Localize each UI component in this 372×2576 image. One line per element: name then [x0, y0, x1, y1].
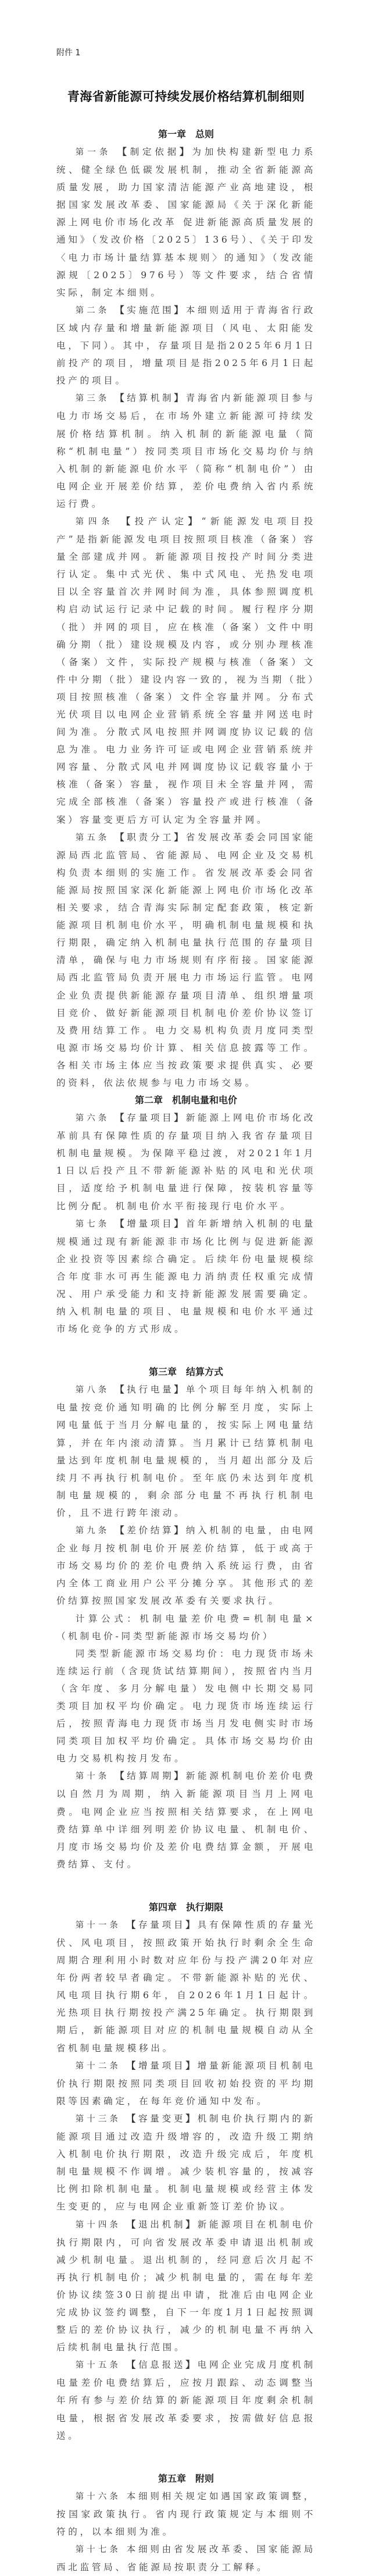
article-4	[56, 513, 316, 829]
article-keyword: 【投产认定】	[121, 515, 202, 527]
chapter-number: 第一章	[158, 129, 186, 140]
article-text: “新能源发电项目投产”是指新能源发电项目按照项目核准（备案）容量全部建成并网。新能源项目按投产时间分类进行认定。集中式光伏、集中式风电、光热发电项目以全容量首次并网时间为准，具体参照调度机构启动试运行记录中记载的时间。履行程序分期（批）并网的项目，应在核准（备案）文件中明确分期（批）建设规模及内容，或分别办理核准（备案）文件，实际投产规模与核准（备案）文件中分期（批）建设内容一致的，视为当期（批）项目按照核准（备案）文件全容量并网。分布式光伏项目以电网企业营销系统全容量并网送电时间为准。分散式风电按照并网调度协议记载的信息为准。电力业务许可证或电网企业营销系统并网容量、分散式风电并网调度协议记载容量小于核准（备案）容量，视作项目未全容量并网，需完成全部核准（备案）容量投产或进行核准（备案）容量变更后方可认定为全容量并网。	[56, 516, 316, 825]
article-keyword: 【制定依据】	[117, 146, 192, 157]
article-7	[56, 1215, 316, 1338]
article-17	[56, 2541, 316, 2576]
chapter-name: 总则	[195, 129, 214, 140]
article-14	[56, 2216, 316, 2357]
article-number: 第五条	[75, 833, 110, 843]
article-text: 纳入机制的电量，由电网企业每月按机制电价开展差价结算，低于或高于市场交易均价的差价电费纳入系统运行费，由省内全体工商业用户公平分摊分享。其他形式的差价结算按照国家发展改革委有关要求执行。	[56, 1525, 316, 1607]
article-2	[56, 301, 316, 389]
article-text: 单个项目每年纳入机制的电量按竞价通知明确的比例分解至月度，实际上网电量低于当月分解电量的，按实际上网电量结算，并在年内滚动清算。当月累计已结算机制电量达到年度机制电量规模的，当月超出部分及后续月不再执行机制电价。至年底仍未达到年度机制电量规模的，剩余部分电量不再执行机制电价，且不进行跨年滚动。	[56, 1384, 316, 1518]
article-keyword: 【结算周期】	[115, 1770, 186, 1782]
article-number: 第十五条	[75, 2361, 121, 2371]
article-15	[56, 2356, 316, 2444]
article-keyword: 【增量项目】	[126, 2059, 198, 2071]
article-13	[56, 2110, 316, 2216]
article-11	[56, 1916, 316, 2057]
document-title: 青海省新能源可持续发展价格结算机制细则	[67, 89, 305, 104]
article-text: 首年新增纳入机制的电量规模通过现有新能源非市场化比例与促进新能源企业投资等因素综合确定。后续年份电量规模综合年度非水可再生能源电力消纳责任权重完成情况、用户承受能力和支持新能源发展需要确定。纳入机制电量的项目、电量规模和电价水平通过市场化竞争的方式形成。	[56, 1218, 316, 1335]
article-keyword: 【容量变更】	[126, 2112, 198, 2124]
chapter-name: 结算方式	[186, 1366, 224, 1378]
chapter-1-heading	[56, 126, 316, 143]
article-6	[56, 1109, 316, 1215]
article-16	[56, 2488, 316, 2541]
article-number: 第三条	[75, 394, 110, 404]
article-1	[56, 143, 316, 301]
article-5	[56, 829, 316, 1092]
article-text: 新能源项目在机制电价执行期限内，可向省发展改革委申请退出机制或减少机制电量。退出机制的，经同意后次月起不再执行机制电价；减少机制电量的，需在每年差价协议续签30日前提出申请，批准后由电网企业完成协议签约调整，自下一年度1月1日起按照调整后的差价协议执行，减少的机制电量不再纳入后续机制电量执行范围。	[56, 2219, 316, 2353]
article-keyword: 【退出机制】	[126, 2218, 198, 2230]
article-number: 第八条	[75, 1385, 110, 1395]
article-number: 第四条	[75, 517, 115, 527]
article-number: 第十三条	[75, 2114, 121, 2124]
article-number: 第十二条	[75, 2061, 121, 2071]
article-keyword: 【实施范围】	[115, 304, 186, 315]
chapter-number: 第三章	[148, 1366, 177, 1378]
average-price-text: 同类型新能源市场交易均价：电力现货市场未连续运行前（含现货试结算期间），按照省内当月（含年度、多月分解电量）发电侧中长期交易同类项目加权平均价确定。电力现货市场连续运行后，按照青海电力现货市场当月发电侧实时市场同类项目加权平均价确定。具体市场交易均价由电力交易机构按月发布。	[56, 1648, 316, 1764]
chapter-5-heading	[56, 2470, 316, 2488]
article-text: 青海省内新能源项目参与电力市场交易后，在市场外建立新能源可持续发展价格结算机制。纳入机制的新能源电量（简称“机制电量”）按同类项目市场化交易均价与纳入机制的新能源电价水平（简称“机制电价”）由电网企业开展差价结算，差价电费纳入省内系统运行费。	[56, 393, 316, 509]
article-text: 具有保障性质的存量光伏、风电项目，按照政策开始执行时剩余全生命周期合理利用小时数对应年份与投产满20年对应年份两者较早者确定。不带新能源补贴的光伏、风电项目执行期6年，自2026年1月1日起计。光热项目执行期按投产满25年确定。执行期限到期后，新能源项目对应的机制电量规模自动从全省机制电量规模移出。	[56, 1919, 316, 2053]
chapter-name: 机制电量和电价	[172, 1095, 238, 1106]
article-text: 本细则由省发展改革委、国家能源局西北监管局、省能源局按职责分工解释。	[56, 2544, 316, 2573]
chapter-number: 第二章	[134, 1095, 163, 1106]
article-keyword: 【信息报送】	[126, 2359, 198, 2371]
article-keyword: 【存量项目】	[115, 1112, 186, 1124]
formula-text: 计算公式：机制电量差价电费=机制电量×（机制电价-同类型新能源市场交易均价）	[56, 1613, 316, 1641]
chapter-number: 第四章	[148, 1901, 177, 1913]
article-12	[56, 2057, 316, 2110]
article-9	[56, 1522, 316, 1609]
average-price-paragraph	[56, 1645, 316, 1768]
article-3	[56, 389, 316, 513]
article-text: 省发展改革委会同国家能源局西北监管局、省能源局、电网企业及交易机构负责本细则的实施工作。省发展改革委会同省能源局按照国家深化新能源上网电价市场化改革相关要求，结合青海实际制定配套政策，核定新能源项目机制电价水平，明确机制电量规模和执行期限，确定纳入机制电量执行范围的存量项目清单，确保与电力市场规则有序衔接。国家能源局西北监管局负责开展电力市场运行监管。电网企业负责提供新能源存量项目清单、组织增量项目竞价、做好新能源项目机制电价差价协议签订及费用结算工作。电力交易机构负责月度同类型电源市场交易均价计算、相关信息披露等工作。各相关市场主体应当按政策要求提供真实、必要的资料，依法依规参与电力市场交易。	[56, 832, 316, 1088]
article-number: 第二条	[75, 305, 110, 315]
article-keyword: 【职责分工】	[115, 831, 186, 843]
chapter-4-heading	[56, 1899, 316, 1916]
article-number: 第十四条	[75, 2220, 121, 2230]
article-text: 为加快构建新型电力系统、健全绿色低碳发展机制，推动全省新能源高质量发展，助力国家清洁能源产业高地建设，根据国家发展改革委、国家能源局《关于深化新能源上网电价市场化改革 促进新能源高质量发展的通知》（发改价格〔2025〕136号）、《关于印发〈电力市场计量结算基本规则〉的通知》（发改能源规〔2025〕976号）等文件要求，结合省情实际，制定本细则。	[56, 147, 316, 298]
article-text: 本细则相关规定如遇国家政策调整，按国家政策执行。省内现行政策规定与本细则不符的，以本细则为准。	[56, 2490, 316, 2537]
chapter-name: 执行期限	[186, 1901, 224, 1913]
article-text: 新能源上网电价市场化改革前具有保障性质的存量项目纳入我省存量项目机制电量规模。为保障平稳过渡，对2021年1月1日以后投产且不带新能源补贴的风电和光伏项目，适度给予机制电量进行保障，按装机容量等比例分配。机制电价水平衔接现行电价水平。	[56, 1113, 316, 1211]
article-keyword: 【执行电量】	[115, 1384, 186, 1395]
chapter-3-heading	[56, 1363, 316, 1381]
article-keyword: 【结算机制】	[115, 392, 186, 404]
article-number: 第六条	[75, 1114, 110, 1124]
article-keyword: 【差价结算】	[115, 1525, 186, 1536]
article-text: 增量新能源项目机制电价执行期限按照同类项目回收初始投资的平均期限等因素确定，在每年竞价通知中发布。	[56, 2060, 316, 2106]
article-number: 第十七条	[75, 2545, 121, 2554]
chapter-number: 第五章	[158, 2472, 186, 2484]
article-text: 新能源机制电价差价电费以自然月为周期，纳入新能源项目当月上网电费。电网企业应当按照相关结算要求，在上网电费结算单中详细列明差价协议电量、机制电价、月度市场交易均价及差价电费结算金额，开展电费结算、支付。	[56, 1771, 316, 1870]
annex-label: 附件 1	[56, 48, 81, 58]
article-keyword: 【增量项目】	[115, 1217, 186, 1229]
article-number: 第一条	[75, 148, 112, 157]
article-8	[56, 1381, 316, 1522]
chapter-name: 附则	[195, 2472, 214, 2484]
article-number: 第十条	[75, 1772, 110, 1782]
article-number: 第十六条	[75, 2492, 121, 2502]
chapter-2-heading	[56, 1092, 316, 1109]
article-number: 第七条	[75, 1219, 110, 1229]
article-text: 电网企业完成月度机制电量差价电费结算后，应按月跟踪、动态调整当年所有参与差价结算的新能源项目年度剩余机制电量，根据省发展改革委要求，按需做好信息报送。	[56, 2360, 316, 2441]
article-text: 本细则适用于青海省行政区域内存量和增量新能源项目（风电、太阳能发电，下同）。其中，存量项目是指2025年6月1日前投产的项目，增量项目是指2025年6月1日起投产的项目。	[56, 304, 316, 386]
article-keyword: 【存量项目】	[126, 1918, 198, 1930]
article-10	[56, 1767, 316, 1873]
article-number: 第九条	[75, 1526, 110, 1536]
document-body	[56, 126, 316, 2576]
article-number: 第十一条	[75, 1920, 121, 1930]
article-text: 机制电价执行期内的新能源项目通过改造升级增容的，改造升级工期纳入机制电价执行期限，改造升级完成后，年度机制电量规模不作调增。减少装机容量的，按减容比例扣除机制电量。机制电量规模或经营主体发生变更的，应与电网企业重新签订差价协议。	[56, 2113, 316, 2212]
formula-paragraph	[56, 1610, 316, 1645]
